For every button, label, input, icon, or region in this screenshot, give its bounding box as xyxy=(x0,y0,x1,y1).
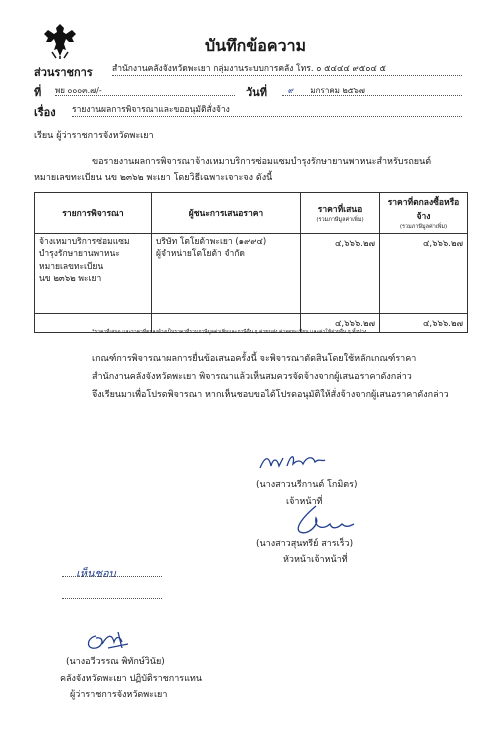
signature-3-title-line2: ผู้ว่าราชการจังหวัดพะเยา xyxy=(70,690,168,700)
row-item xyxy=(35,234,152,314)
date-value xyxy=(282,86,462,96)
agency-value: สำนักงานคลังจังหวัดพะเยา กลุ่มงานระบบการคลัง โทร. ๐ ๕๔๔๔ ๙๕๐๔ ๕ xyxy=(112,65,462,76)
signature-2-title: หัวหน้าเจ้าหน้าที่ xyxy=(283,555,348,565)
header-offer-price-label: ราคาที่เสนอ xyxy=(317,205,363,215)
garuda-emblem xyxy=(42,22,78,60)
row-item-line: นข ๒๓๖๒ พะเยา xyxy=(39,273,102,284)
table-footnote: *ราคาที่เสนอ และราคาที่ตกลงจ้างเป็นราคาที่รวมภาษีมูลค่าเพิ่มและภาษีอื่น ๆ ค่าขนส่ง ค่าจดทะเบียน และค่าใช้จ่ายอื่น ๆ ทั้งปวง xyxy=(92,329,367,335)
header-agreed-price-note: (รวมภาษีมูลค่าเพิ่ม) xyxy=(399,224,448,230)
row-item-line: บำรุงรักษายานพาหนะ xyxy=(39,249,120,260)
header-agreed-price-label: ราคาที่ตกลงซื้อหรือจ้าง xyxy=(387,198,460,222)
total-agreed-price: ๔,๖๖๖.๒๗ xyxy=(380,314,468,333)
table-row xyxy=(35,234,468,314)
doc-number-label: ที่ xyxy=(34,86,42,99)
criteria-line3: จึงเรียนมาเพื่อโปรดพิจารณา หากเห็นชอบขอได้โปรดอนุมัติให้สั่งจ้างจากผู้เสนอราคาดังกล่าว xyxy=(92,390,449,400)
row-item-line: จ้างเหมาบริการซ่อมแซม xyxy=(39,237,130,247)
date-label: วันที่ xyxy=(246,86,267,99)
results-table xyxy=(34,192,468,333)
signature-3-image xyxy=(82,628,136,654)
agency-label: ส่วนราชการ xyxy=(34,66,93,79)
header-agreed-price xyxy=(380,193,468,234)
date-month-year: มกราคม ๒๕๖๗ xyxy=(310,86,365,95)
header-offer-price-note: (รวมภาษีมูลค่าเพิ่ม) xyxy=(316,217,364,223)
intro-paragraph-line1: ขอรายงานผลการพิจารณาจ้างเหมาบริการซ่อมแซมบำรุงรักษายานพาหนะสำหรับรถยนต์ xyxy=(92,157,432,167)
signature-2-image xyxy=(286,502,356,538)
doc-number-value: พย ๐๐๐๓.๗/- xyxy=(55,86,235,96)
row-winner-line: บริษัท โตโยต้าพะเยา (๑๙๙๔) xyxy=(156,237,267,247)
header-offer-price xyxy=(301,193,380,234)
signature-1-title: เจ้าหน้าที่ xyxy=(286,497,323,507)
table-header-row xyxy=(35,193,468,234)
total-offer-price: ๔,๖๖๖.๒๗ xyxy=(301,314,380,333)
subject-value: รายงานผลการพิจารณาและขออนุมัติสั่งจ้าง xyxy=(72,106,462,117)
signature-1-name: (นางสาวนรีกานต์ โกมิตร) xyxy=(256,480,358,490)
memo-title: บันทึกข้อความ xyxy=(205,36,307,55)
signature-3-name: (นางอวีวรรณ พิทักษ์วินัย) xyxy=(66,657,165,667)
row-winner-line: ผู้จำหน่ายโตโยต้า จำกัด xyxy=(156,249,245,260)
approval-note: เห็นชอบ xyxy=(76,567,116,580)
row-item-line: หมายเลขทะเบียน xyxy=(39,261,104,272)
row-winner xyxy=(152,234,301,314)
header-winner: ผู้ชนะการเสนอราคา xyxy=(152,193,301,234)
salutation: เรียน ผู้ว่าราชการจังหวัดพะเยา xyxy=(34,131,154,141)
date-day: ๙ xyxy=(288,86,294,95)
approval-dotted-line-1 xyxy=(62,576,162,577)
approval-dotted-line-2 xyxy=(62,598,162,599)
row-offer-price: ๔,๖๖๖.๒๗ xyxy=(301,234,380,314)
criteria-line2: สำนักงานคลังจังหวัดพะเยา พิจารณาแล้วเห็นสมควรจัดจ้างจากผู้เสนอราคาดังกล่าว xyxy=(92,372,412,382)
criteria-line1: เกณฑ์การพิจารณาผลการยื่นข้อเสนอครั้งนี้ จะพิจารณาตัดสินโดยใช้หลักเกณฑ์ราคา xyxy=(92,354,417,364)
signature-2-name: (นางสาวสุนทรีย์ สารเร็ว) xyxy=(256,539,354,549)
header-item: รายการพิจารณา xyxy=(35,193,152,234)
signature-3-title-line1: คลังจังหวัดพะเยา ปฏิบัติราชการแทน xyxy=(60,674,202,684)
subject-label: เรื่อง xyxy=(34,106,56,119)
intro-paragraph-line2: หมายเลขทะเบียน นข ๒๓๖๒ พะเยา โดยวิธีเฉพาะเจาะจง ดังนี้ xyxy=(34,173,273,183)
row-agreed-price: ๔,๖๖๖.๒๗ xyxy=(380,234,468,314)
signature-1-image xyxy=(255,448,335,476)
